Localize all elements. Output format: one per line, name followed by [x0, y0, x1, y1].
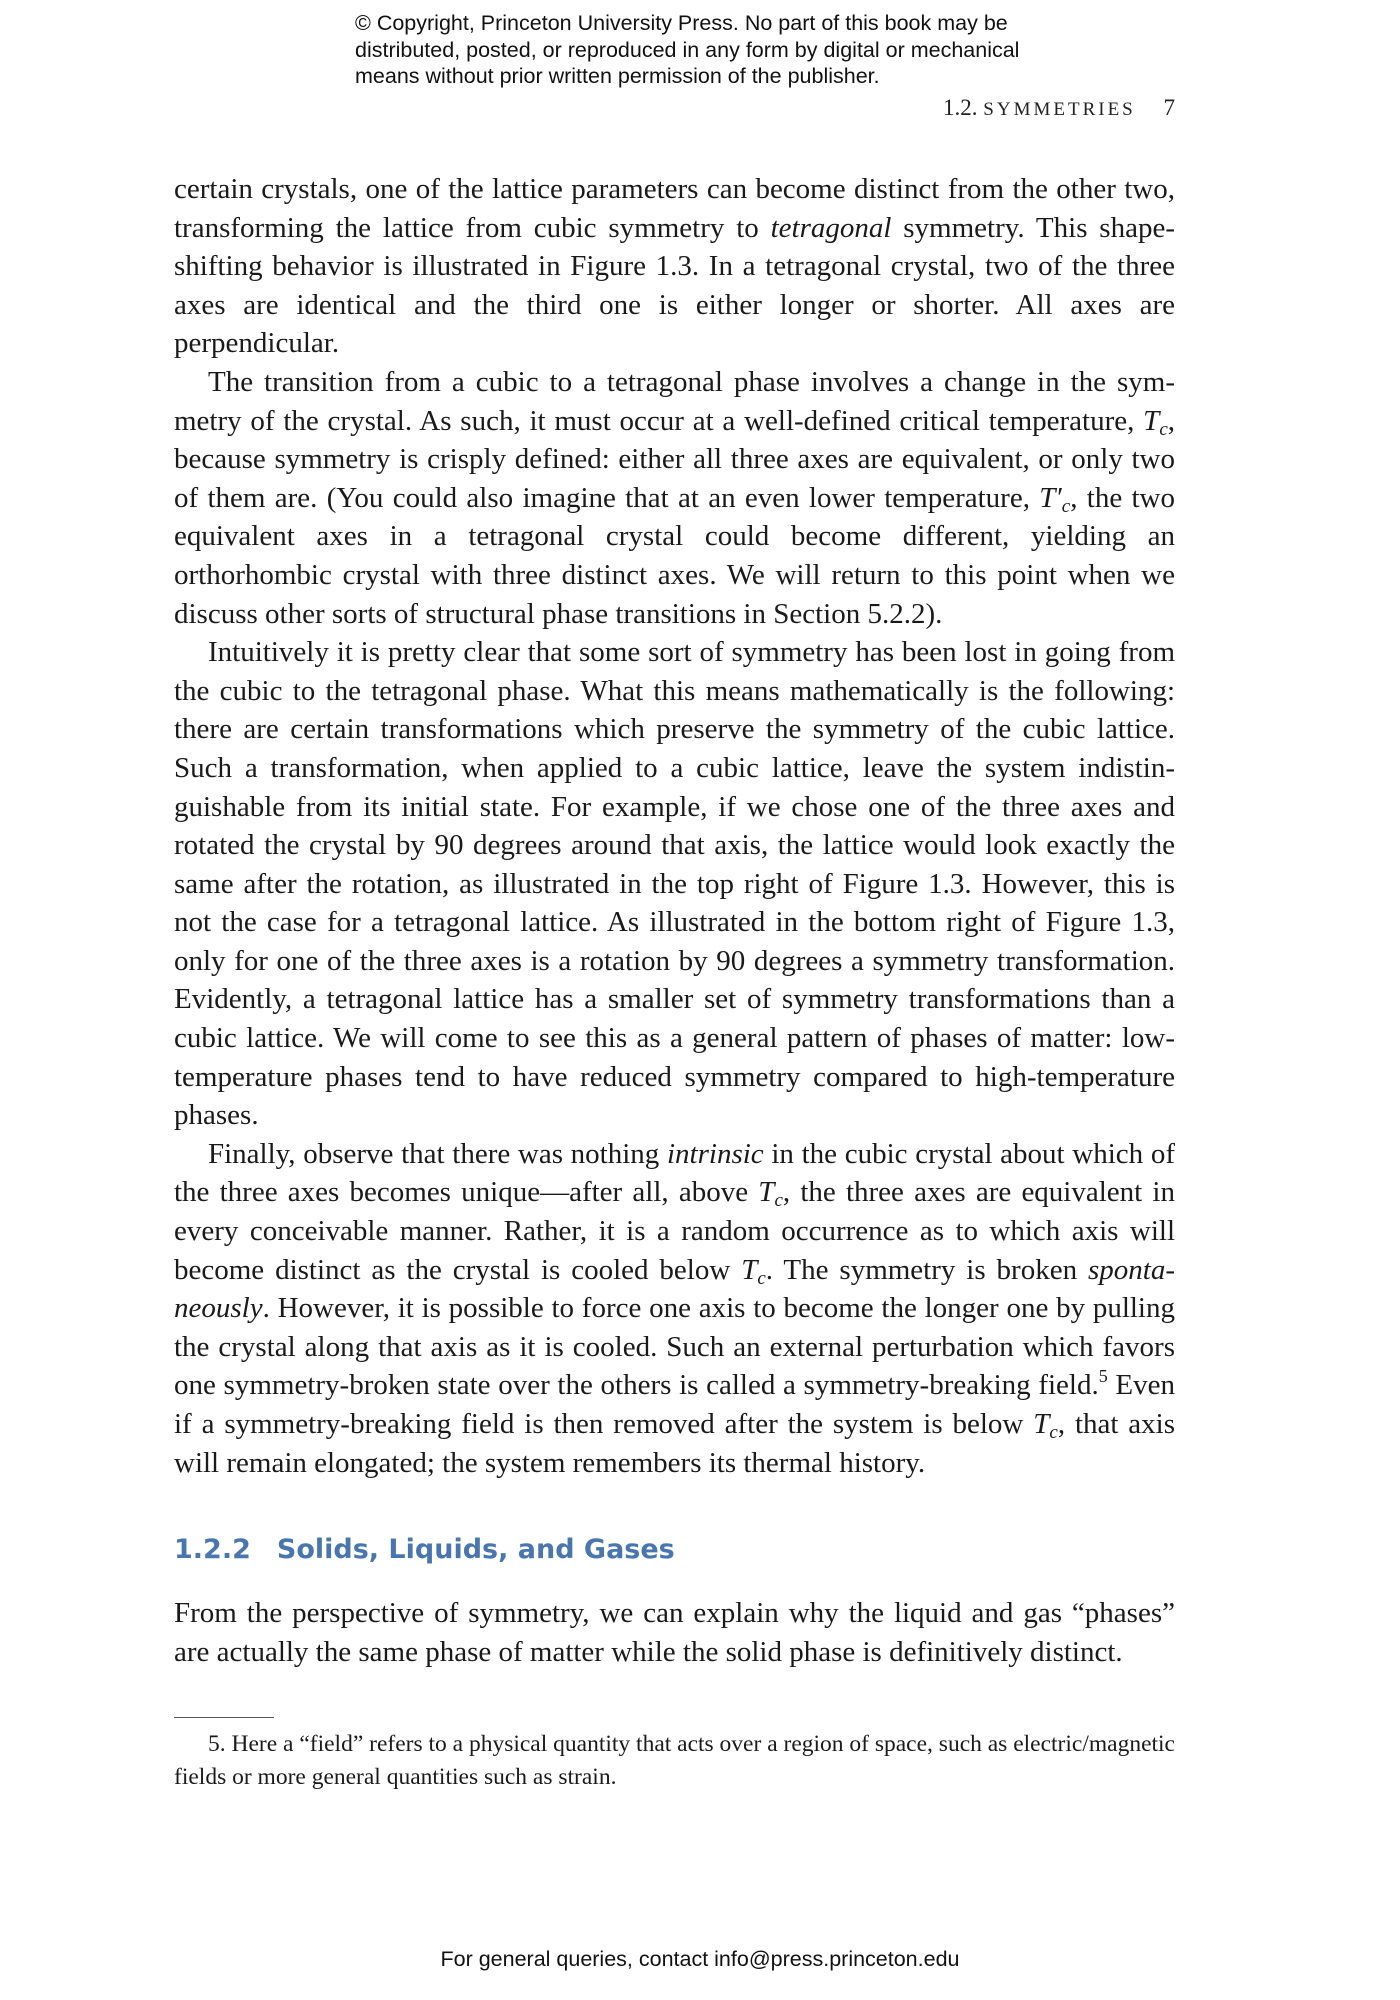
- p4-italic-intrinsic: intrinsic: [667, 1137, 764, 1170]
- p4-symbol-tc-3-sub-text: c: [1049, 1422, 1058, 1443]
- p4-italic-spontaneously: spontaneously: [174, 1253, 1175, 1325]
- main-text: [174, 170, 1175, 1794]
- section-heading: [174, 1532, 1175, 1568]
- p4-text-e: . The symmetry is broken: [765, 1253, 1088, 1286]
- footnote-ref-5[interactable]: 5: [1098, 1366, 1108, 1387]
- p4-symbol-tc-1: T: [758, 1176, 775, 1209]
- p4-symbol-tc-3: T: [1033, 1408, 1050, 1440]
- footnote-number: 5.: [208, 1731, 226, 1758]
- running-head: [943, 95, 1175, 121]
- p2-text-c: , the two equivalent axes in a tetragonal crystal could become different, yielding an orthorhombic crystal with three distinct axes. We will return to this point when we discuss other sorts of structural phase transitions in Section 5.2.2).: [174, 481, 1175, 630]
- p2-symbol-tc: T: [1143, 404, 1160, 437]
- p1-italic-tetragonal: tetragonal: [770, 211, 892, 244]
- p2-symbol-tc-prime: T′: [1039, 481, 1062, 514]
- p4-symbol-tc-2-subscript: [757, 1268, 765, 1289]
- p4-text-i: , that axis will remain elongated; the system remembers its thermal history.: [174, 1408, 1176, 1479]
- copyright-notice: © Copyright, Princeton University Press. No part of this book may be distributed, posted, or reproduced in any form by digital or mechanical means without prior written permission of the publisher.: [355, 11, 1020, 88]
- section-heading-number: 1.2.2: [174, 1534, 251, 1566]
- section-number: 1.2.: [943, 95, 978, 120]
- p2-text-b: , because symmetry is crisply defined: either all three axes are equivalent, or only two of them are. (You could also imagine that at an even lower temperature,: [174, 404, 1175, 514]
- p4-text-g: . However, it is possible to force one axis to become the longer one by pulling the crystal along that axis as it is cooled. Such an external perturbation which favors one symmetry-broken state over the others is called a symmetry-breaking field.: [174, 1292, 1175, 1402]
- page-number: 7: [1163, 95, 1175, 120]
- footnote-rule: [174, 1717, 274, 1718]
- footnote-5: [174, 1728, 1175, 1794]
- section-name: SYMMETRIES: [983, 99, 1136, 120]
- p1-text-a: certain crystals, one of the lattice parameters can become distinct from the other two, transforming the lattice from cubic symmetry to: [174, 173, 1175, 244]
- p1-text-c: symmetry. This shape-shifting behavior is illustrated in Figure 1.3. In a tetragonal crystal, two of the three axes are identical and the third one is either longer or shorter. All axes are perpendicular.: [174, 211, 1175, 360]
- p4-text-a: Finally, observe that there was nothing: [208, 1137, 667, 1170]
- paragraph-4: [174, 1135, 1175, 1482]
- section-heading-title: Solids, Liquids, and Gases: [276, 1534, 675, 1566]
- p2-symbol-tc-subscript: [1159, 419, 1167, 440]
- paragraph-2: [174, 363, 1175, 633]
- footnote-text: Here a “field” refers to a physical quantity that acts over a region of space, such as electric/magnetic fields or more general quantities such as strain.: [174, 1731, 1175, 1791]
- p2-symbol-tc-prime-sub-text: c: [1061, 495, 1071, 517]
- p4-symbol-tc-3-subscript: [1049, 1422, 1057, 1443]
- footer-contact: For general queries, contact info@press.princeton.edu: [440, 1947, 960, 1971]
- p4-symbol-tc-2: T: [741, 1253, 758, 1286]
- p4-symbol-tc-2-sub-text: c: [757, 1267, 766, 1289]
- p4-text-c: in the cubic crystal about which of the three axes becomes unique—after all, above: [174, 1137, 1176, 1209]
- p4-symbol-tc-1-subscript: [774, 1190, 782, 1211]
- paragraph-3: Intuitively it is pretty clear that some sort of symmetry has been lost in going from the cubic to the tetragonal phase. What this means mathematically is the following: there are certain transformations which preserve the symmetry of the cubic lattice. Such a transformation, when applied to a cubic lattice, leave the system indistinguishable from its initial state. For example, if we chose one of the three axes and rotated the crystal by 90 degrees around that axis, the lattice would look exactly the same after the rotation, as illustrated in the top right of Figure 1.3. However, this is not the case for a tetragonal lattice. As illustrated in the bottom right of Figure 1.3, only for one of the three axes is a rotation by 90 degrees a symmetry transformation. Evidently, a tetragonal lattice has a smaller set of symmetry transformations than a cubic lattice. We will come to see this as a general pattern of phases of matter: low-temperature phases tend to have reduced symmetry compared to high-temperature phases.: [174, 636, 1175, 1132]
- p2-text-a: The transition from a cubic to a tetragonal phase involves a change in the symmetry of the crystal. As such, it must occur at a well-defined critical temperature,: [174, 365, 1175, 437]
- p4-text-h: Even if a symmetry-breaking field is then removed after the system is below: [174, 1369, 1175, 1440]
- p4-symbol-tc-1-sub-text: c: [774, 1190, 783, 1212]
- p2-symbol-tc-prime-subscript: [1062, 496, 1070, 517]
- p4-text-d: , the three axes are equivalent in every conceivable manner. Rather, it is a random occurrence as to which axis will become distinct as the crystal is cooled below: [174, 1176, 1175, 1286]
- paragraph-5: From the perspective of symmetry, we can explain why the liquid and gas “phases” are actually the same phase of matter while the solid phase is definitively distinct.: [174, 1597, 1175, 1668]
- paragraph-1: [174, 170, 1175, 363]
- p2-symbol-tc-sub-text: c: [1159, 418, 1168, 440]
